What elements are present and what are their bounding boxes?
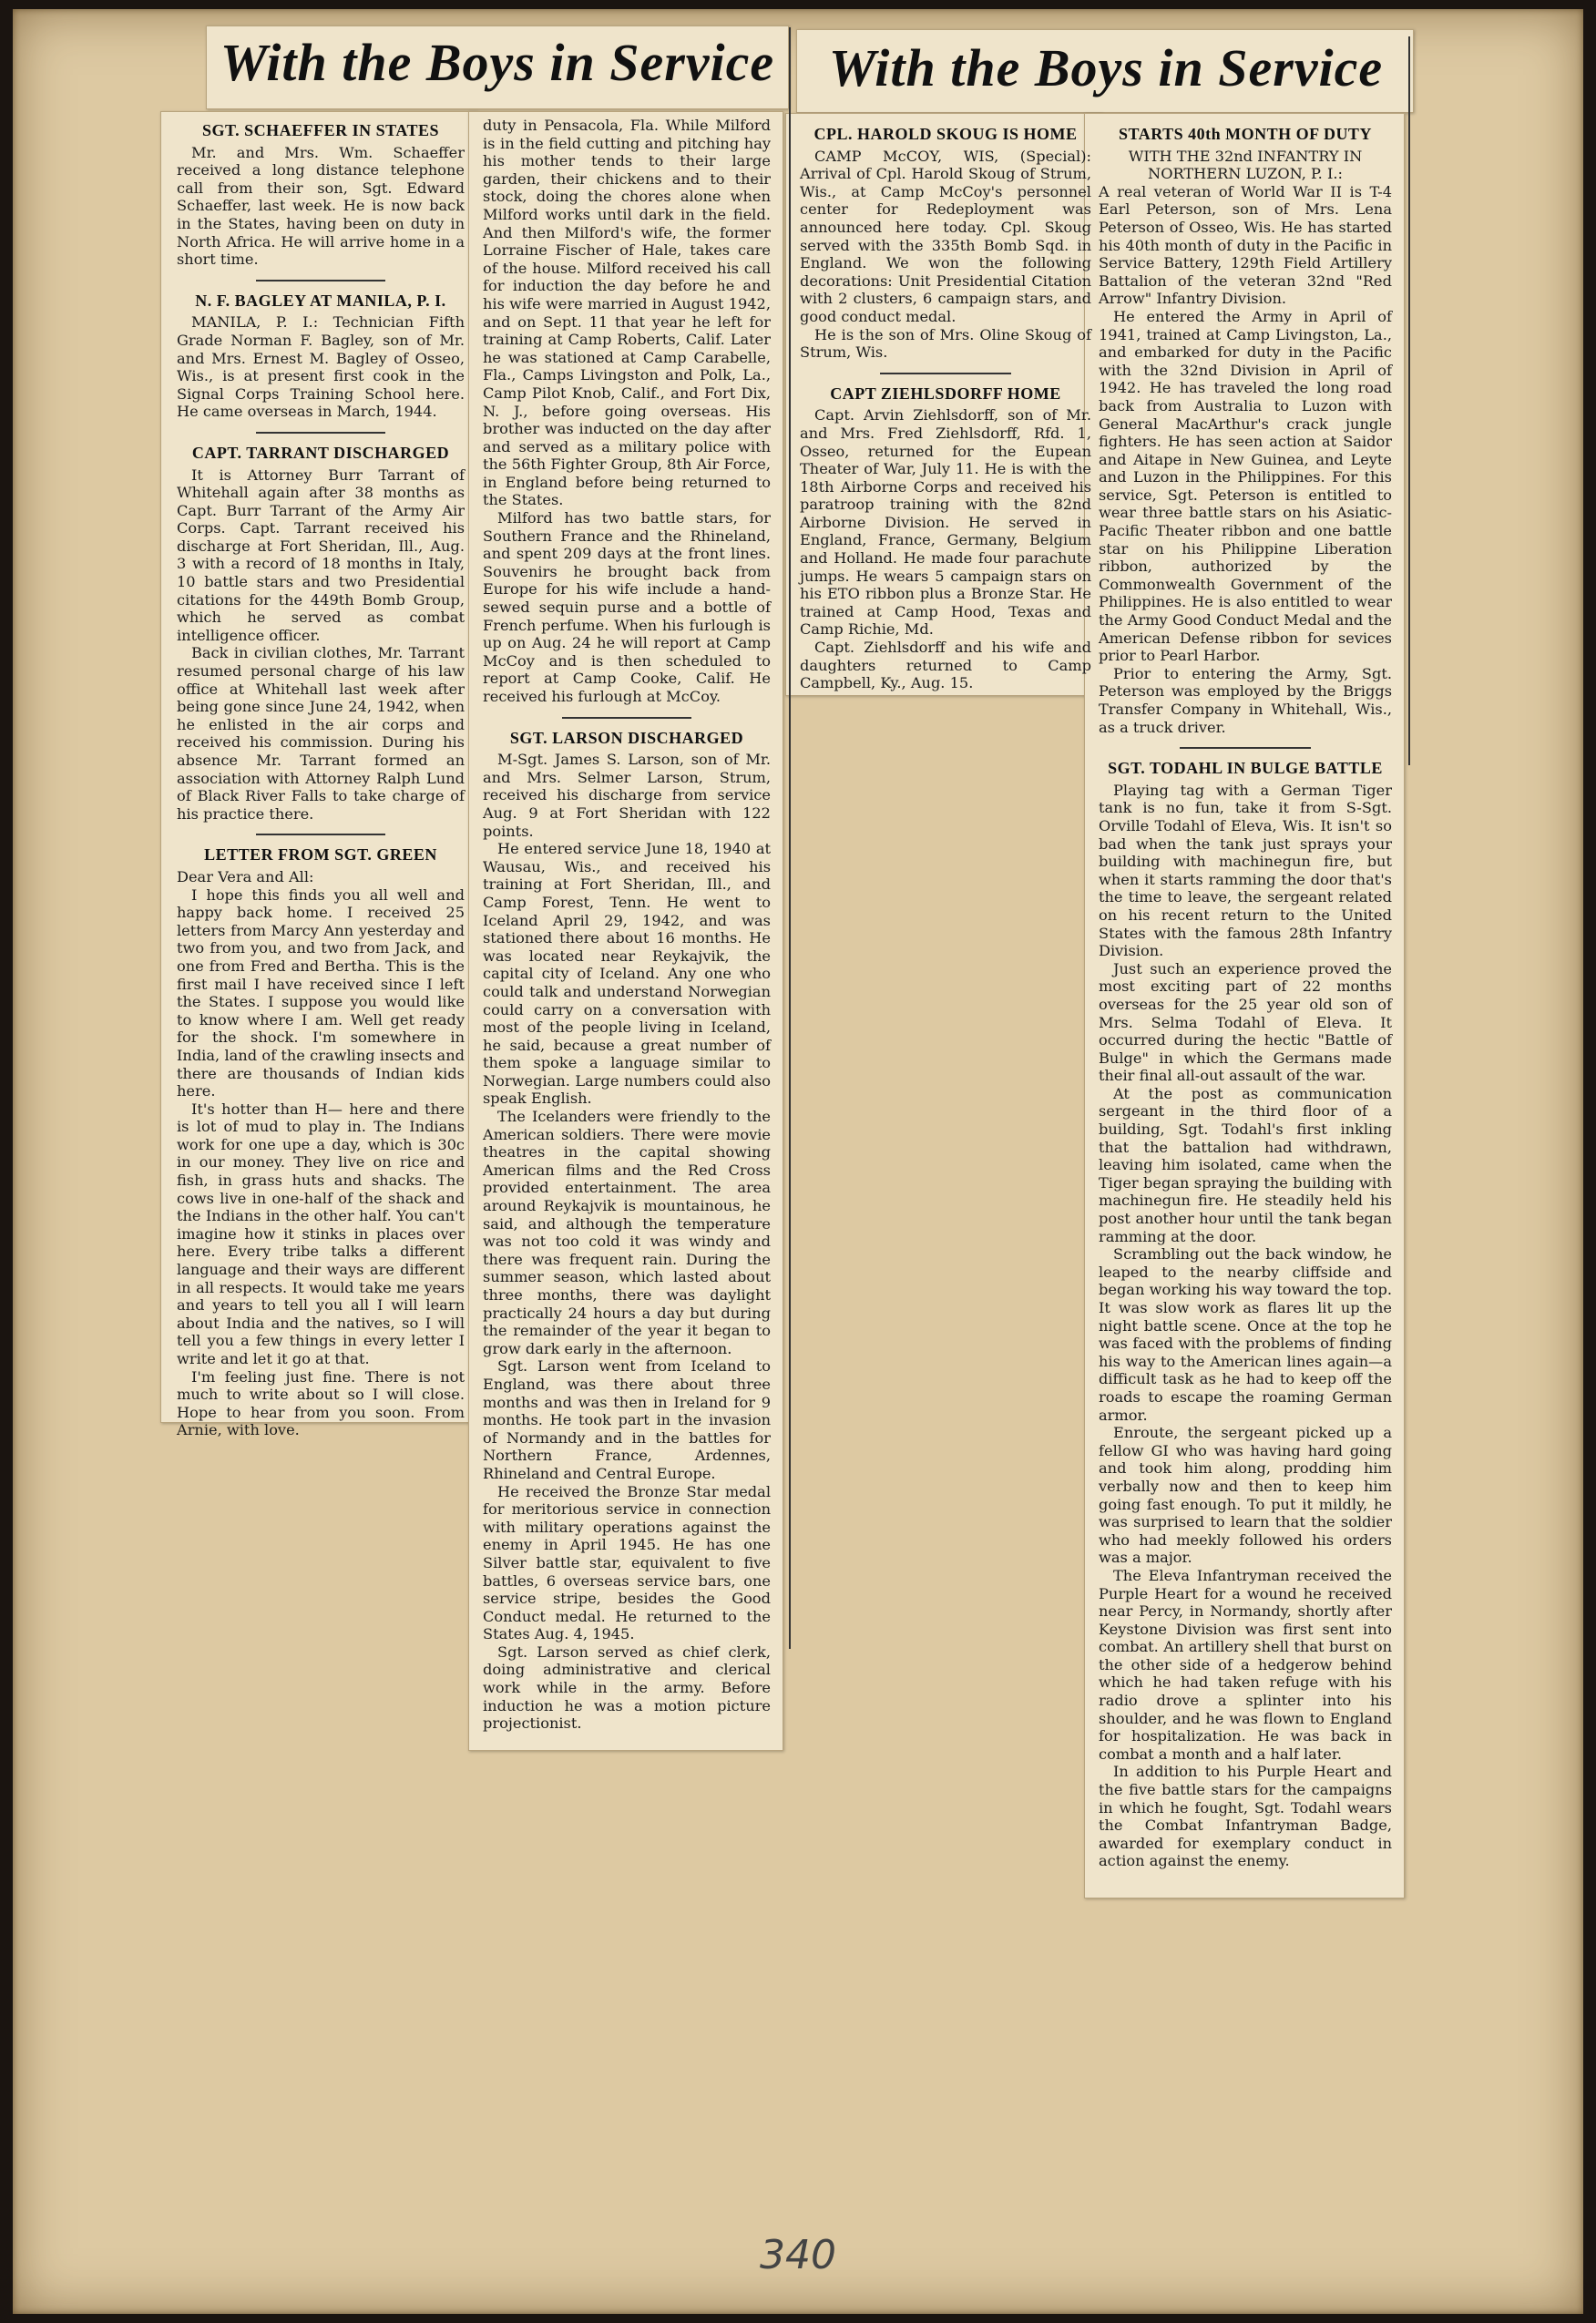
article-paragraph: Playing tag with a German Tiger tank is no fun, take it from S-Sgt. Orville Todahl of Eleva, Wis. It isn't so bad when the tank just sprays your building with machinegun fire, but when it starts ramming the door that's the time to leave, the sergeant related on his recent return to the United States with the famous 28th Infantry Division.: [1099, 781, 1392, 960]
page-number: 340: [760, 2232, 836, 2278]
article-paragraph: duty in Pensacola, Fla. While Milford is in the field cutting and pitching hay his mother tends to their large garden, their chickens and to their stock, doing the chores alone when Milford works until dark in the field. And then Milford's wife, the former Lorraine Fischer of Hale, takes care of the house. Milford received his call for induction the day before he and his wife were married in August 1942, and on Sept. 11 that year he left for training at Camp Roberts, Calif. Later he was stationed at Camp Carabelle, Fla., Camps Livingston and Polk, La., Camp Pilot Knob, Calif., and Fort Dix, N. J., before going overseas. His brother was inducted on the day after and served as a military police with the 56th Fighter Group, 8th Air Force, in England before being returned to the States.: [483, 117, 771, 509]
masthead-left: With the Boys in Service: [220, 33, 775, 92]
article-paragraph: Just such an experience proved the most exciting part of 22 months overseas for the 25 year old son of Mrs. Selma Todahl of Eleva. It occurred during the hectic "Battle of Bulge" in which the Germans made their final all-out assault of the war.: [1099, 959, 1392, 1085]
article-paragraph: He received the Bronze Star medal for meritorious service in connection with military operations against the enemy in April 1945. He has one Silver battle star, equivalent to five battles, 6 overseas service bars, one service stripe, besides the Good Conduct medal. He returned to the States Aug. 4, 1945.: [483, 1482, 771, 1643]
article-paragraph: Scrambling out the back window, he leaped to the nearby cliffside and began working his way toward the top. It was slow work as flares lit up the night battle scene. Once at the top he was faced with the problems of finding his way to the American lines again—a difficult task as he had to keep off the roads to escape the roaming German armor.: [1099, 1245, 1392, 1424]
section-divider: [256, 834, 385, 835]
column-divider: [789, 27, 791, 1649]
article-paragraph: Back in civilian clothes, Mr. Tarrant resumed personal charge of his law office at Whitehall last week after being gone since June 24, 1942, when he enlisted in the air corps and received his commission. During his absence Mr. Tarrant formed an association with Attorney Ralph Lund of Black River Falls to take charge of his practice there.: [177, 644, 465, 823]
column-3: [800, 120, 1091, 692]
column-2: [483, 117, 771, 1733]
section-divider: [256, 432, 385, 434]
article-paragraph: Capt. Ziehlsdorff and his wife and daughters returned to Camp Campbell, Ky., Aug. 15.: [800, 639, 1091, 692]
article-paragraph: Capt. Arvin Ziehlsdorff, son of Mr. and Mrs. Fred Ziehlsdorff, Rfd. 1, Osseo, returned for the Eupean Theater of War, July 11. He is with the 18th Airborne Corps and received his paratroop training with the 82nd Airborne Division. He served in England, France, Germany, Belgium and Holland. He made four parachute jumps. He wears 5 campaign stars on his ETO ribbon plus a Bronze Star. He trained at Camp Hood, Texas and Camp Richie, Md.: [800, 406, 1091, 639]
column-divider: [1408, 36, 1410, 765]
article-paragraph: M-Sgt. James S. Larson, son of Mr. and Mrs. Selmer Larson, Strum, received his discharge from service Aug. 9 at Fort Sheridan with 122 points.: [483, 751, 771, 840]
article-headline: SGT. LARSON DISCHARGED: [509, 728, 744, 747]
section-divider: [1180, 747, 1312, 749]
article-headline: SGT. SCHAEFFER IN STATES: [201, 121, 440, 139]
article-paragraph: It's hotter than H— here and there is lot of mud to play in. The Indians work for one upe a day, which is 30c in our money. They live on rice and fish, in grass huts and shacks. The cows live in one-half of the shack and the Indians in the other half. You can't imagine how it stinks in places over here. Every tribe talks a different language and their ways are different in all respects. It would take me years and years to tell you all I will learn about India and the natives, so I will tell you a few things in every letter I write and let it go at that.: [177, 1100, 465, 1367]
article-headline: CPL. HAROLD SKOUG IS HOME: [813, 125, 1078, 143]
article-paragraph: In addition to his Purple Heart and the five battle stars for the campaigns in which he fought, Sgt. Todahl wears the Combat Infantryman Badge, awarded for exemplary conduct in action against the enemy.: [1099, 1763, 1392, 1870]
article-paragraph: It is Attorney Burr Tarrant of Whitehall again after 38 months as Capt. Burr Tarrant of the Army Air Corps. Capt. Tarrant received his discharge at Fort Sheridan, Ill., Aug. 3 with a record of 18 months in Italy, 10 battle stars and two Presidential citations for the 449th Bomb Group, which he served as combat intelligence officer.: [177, 466, 465, 644]
scrapbook-page: [13, 9, 1583, 2314]
article-headline: CAPT. TARRANT DISCHARGED: [191, 443, 450, 462]
article-headline: N. F. BAGLEY AT MANILA, P. I.: [195, 291, 446, 310]
article-paragraph: Milford has two battle stars, for Southern France and the Rhineland, and spent 209 days at the front lines. Souvenirs he brought back from Europe for his wife include a hand-sewed sequin purse and a bottle of French perfume. When his furlough is up on Aug. 24 he will report at Camp McCoy and is then scheduled to report at Camp Cooke, Calif. He received his furlough at McCoy.: [483, 509, 771, 705]
article-paragraph: He is the son of Mrs. Oline Skoug of Strum, Wis.: [800, 325, 1091, 362]
article-paragraph: Enroute, the sergeant picked up a fellow GI who was having hard going and took him along, prodding him verbally now and then to keep him going fast enough. To put it mildly, he was surprised to learn that the soldier who had meekly followed his orders was a major.: [1099, 1424, 1392, 1567]
article-paragraph: He entered service June 18, 1940 at Wausau, Wis., and received his training at Fort Sheridan, Ill., and Camp Forest, Tenn. He went to Iceland April 29, 1942, and was stationed there about 16 months. He was located near Reykajvik, the capital city of Iceland. Any one who could talk and understand Norwegian could carry on a conversation with most of the people living in Iceland, he said, because a great number of them spoke a language similar to Norwegian. Large numbers could also speak English.: [483, 840, 771, 1108]
article-paragraph: I hope this finds you all well and happy back home. I received 25 letters from Marcy Ann yesterday and two from you, and two from Jack, and one from Fred and Bertha. This is the first mail I have received since I left the States. I suppose you would like to know where I am. Well get ready for the shock. I'm somewhere in India, land of the crawling insects and there are thousands of Indian kids here.: [177, 885, 465, 1100]
masthead-right: With the Boys in Service: [828, 38, 1384, 97]
dateline: WITH THE 32nd INFANTRY IN NORTHERN LUZON, P. I.:: [1128, 147, 1363, 183]
section-divider: [880, 373, 1011, 374]
article-paragraph: Sgt. Larson went from Iceland to England, was there about three months and was then in Ireland for 9 months. He took part in the invasion of Normandy and in the battles for Northern France, Ardennes, Rhineland and Central Europe.: [483, 1357, 771, 1482]
article-paragraph: Dear Vera and All:: [177, 867, 314, 885]
article-paragraph: At the post as communication sergeant in the third floor of a building, Sgt. Todahl's first inkling that the battalion had withdrawn, leaving him isolated, came when the Tiger began spraying the building with machinegun fire. He steadily held his post another hour until the tank began ramming at the door.: [1099, 1084, 1392, 1245]
column-4: [1099, 120, 1392, 1870]
article-headline: LETTER FROM SGT. GREEN: [204, 845, 437, 865]
article-paragraph: The Icelanders were friendly to the American soldiers. There were movie theatres in the capital showing American films and the Red Cross provided entertainment. The area around Reykajvik is mountainous, he said, and although the temperature was not too cold it was windy and there was frequent rain. During the summer season, which lasted about three months, there was daylight practically 24 hours a day but during the remainder of the year it began to grow dark early in the afternoon.: [483, 1108, 771, 1357]
article-headline: CAPT ZIEHLSDORFF HOME: [830, 384, 1061, 403]
column-1: [177, 117, 465, 1439]
article-paragraph: Prior to entering the Army, Sgt. Peterson was employed by the Briggs Transfer Company in Whitehall, Wis., as a truck driver.: [1099, 664, 1392, 736]
article-paragraph: I'm feeling just fine. There is not much to write about so I will close. Hope to hear from you soon. From Arnie, with love.: [177, 1367, 465, 1439]
article-paragraph: Sgt. Larson served as chief clerk, doing administrative and clerical work while in the army. Before induction he was a motion picture projectionist.: [483, 1642, 771, 1733]
section-divider: [256, 280, 385, 281]
section-divider: [562, 717, 691, 719]
article-paragraph: MANILA, P. I.: Technician Fifth Grade Norman F. Bagley, son of Mr. and Mrs. Ernest M. Bagley of Osseo, Wis., is at present first cook in the Signal Corps Training School here. He came overseas in March, 1944.: [177, 313, 465, 421]
article-paragraph: The Eleva Infantryman received the Purple Heart for a wound he received near Percy, in Normandy, shortly after Keystone Division was first sent into combat. An artillery shell that burst on the other side of a hedgerow behind which he had taken refuge with his radio drove a splinter into his shoulder, and he was flown to England for hospitalization. He was back in combat a month and a half later.: [1099, 1566, 1392, 1763]
article-paragraph: Mr. and Mrs. Wm. Schaeffer received a long distance telephone call from their son, Sgt. Edward Schaeffer, last week. He is now back in the States, having been on duty in North Africa. He will arrive home in a short time.: [177, 143, 465, 269]
article-headline: STARTS 40th MONTH OF DUTY: [1119, 125, 1372, 143]
article-headline: SGT. TODAHL IN BULGE BATTLE: [1108, 759, 1383, 778]
article-paragraph: He entered the Army in April of 1941, trained at Camp Livingston, La., and embarked for duty in the Pacific with the 32nd Division in April of 1942. He has traveled the long road back from Australia to Luzon with General MacArthur's crack jungle fighters. He has seen action at Saidor and Aitape in New Guinea, and Leyte and Luzon in the Philippines. For this service, Sgt. Peterson is entitled to wear three battle stars on his Asiatic-Pacific Theater ribbon and one battle star on his Philippine Liberation ribbon, authorized by the Commonwealth Government of the Philippines. He is also entitled to wear the Army Good Conduct Medal and the American Defense ribbon for sevices prior to Pearl Harbor.: [1099, 307, 1392, 665]
article-paragraph: CAMP McCOY, WIS, (Special): Arrival of Cpl. Harold Skoug of Strum, Wis., at Camp McCoy's personnel center for Redeployment was announced here today. Cpl. Skoug served with the 335th Bomb Sqd. in England. We won the following decorations: Unit Presidential Citation with 2 clusters, 6 campaign stars, and good conduct medal.: [800, 147, 1091, 325]
article-paragraph: A real veteran of World War II is T-4 Earl Peterson, son of Mrs. Lena Peterson of Osseo, Wis. He has started his 40th month of duty in the Pacific in Service Battery, 129th Field Artillery Battalion of the veteran 32nd "Red Arrow" Infantry Division.: [1099, 182, 1392, 308]
